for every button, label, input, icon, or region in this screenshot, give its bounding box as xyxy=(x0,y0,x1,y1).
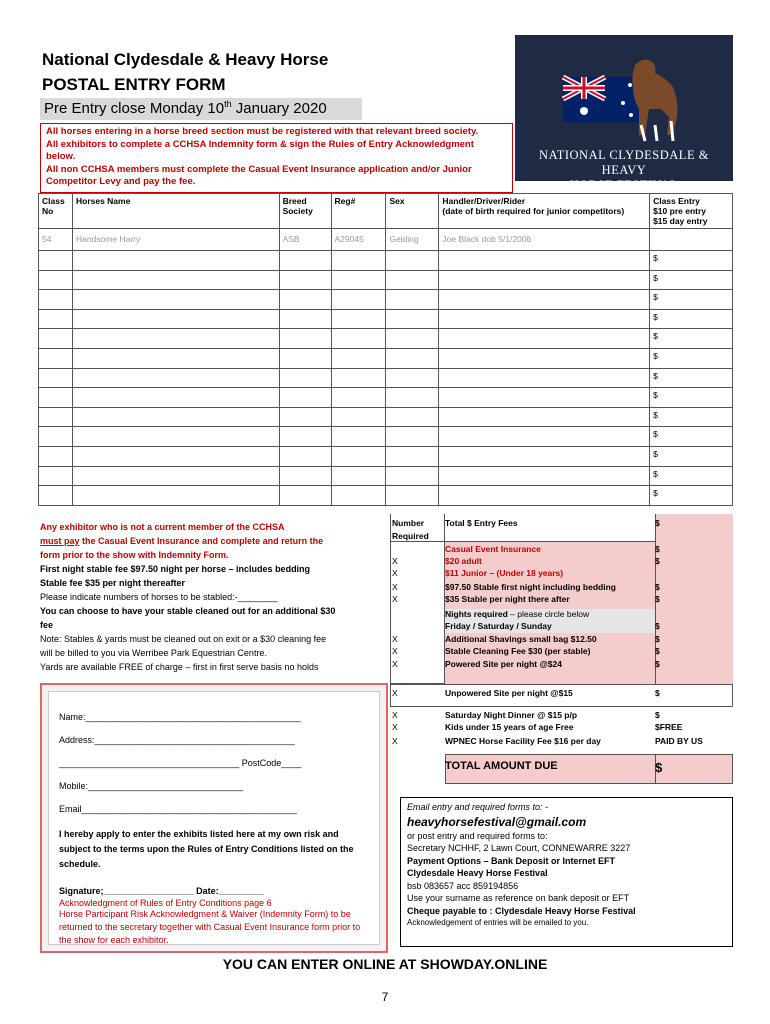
logo-text-line1: NATIONAL CLYDESDALE & HEAVY xyxy=(539,148,709,177)
entry-cell[interactable] xyxy=(279,486,331,506)
entry-cell[interactable] xyxy=(279,251,331,271)
header-horses-name: Horses Name xyxy=(72,194,279,229)
entry-cell[interactable] xyxy=(72,368,279,388)
entry-cell[interactable] xyxy=(331,446,386,466)
entry-cell[interactable]: $ xyxy=(650,329,733,349)
ack-rules: Acknowledgment of Rules of Entry Conditions page 6 xyxy=(59,898,272,908)
entry-cell[interactable]: $ xyxy=(650,407,733,427)
entry-cell[interactable]: $ xyxy=(650,348,733,368)
entry-row xyxy=(39,309,733,329)
entry-cell[interactable] xyxy=(331,368,386,388)
entry-cell[interactable] xyxy=(439,407,650,427)
entry-cell[interactable] xyxy=(439,270,650,290)
entry-cell[interactable] xyxy=(39,270,73,290)
entry-cell[interactable] xyxy=(72,329,279,349)
entry-cell[interactable]: $ xyxy=(650,270,733,290)
address-field[interactable]: Address:________________________________________ xyxy=(59,735,295,745)
contact-email-link[interactable]: heavyhorsefestival@gmail.com xyxy=(407,814,587,829)
declaration: I hereby apply to enter the exhibits listed here at my own risk and subject to the terms upon the Rules of Entry Conditions listed on the schedule. xyxy=(59,829,354,869)
entry-cell[interactable] xyxy=(39,466,73,486)
entry-cell[interactable] xyxy=(439,368,650,388)
entry-cell[interactable] xyxy=(439,290,650,310)
enter-online-banner: YOU CAN ENTER ONLINE AT SHOWDAY.ONLINE xyxy=(222,956,548,972)
entry-cell[interactable] xyxy=(72,427,279,447)
name-field[interactable]: Name:___________________________________________ xyxy=(59,712,301,722)
entry-cell[interactable] xyxy=(72,348,279,368)
entry-cell[interactable]: $ xyxy=(650,466,733,486)
entry-cell[interactable] xyxy=(72,466,279,486)
entry-row xyxy=(39,368,733,388)
entry-cell[interactable] xyxy=(331,466,386,486)
entry-cell[interactable] xyxy=(39,290,73,310)
entry-cell[interactable] xyxy=(386,270,439,290)
entry-row xyxy=(39,348,733,368)
festival-logo xyxy=(515,35,733,192)
entry-table-header xyxy=(39,194,733,229)
email-field[interactable]: Email___________________________________________ xyxy=(59,804,297,814)
entry-row xyxy=(39,466,733,486)
entry-cell[interactable] xyxy=(331,270,386,290)
entry-row xyxy=(39,388,733,408)
entry-cell[interactable] xyxy=(279,466,331,486)
entry-cell[interactable] xyxy=(72,446,279,466)
entry-cell[interactable] xyxy=(386,290,439,310)
header-handler: Handler/Driver/Rider (date of birth required for junior competitors) xyxy=(439,194,650,229)
entry-cell[interactable] xyxy=(439,466,650,486)
entry-cell[interactable] xyxy=(279,427,331,447)
example-breed: ASB xyxy=(279,229,331,251)
example-row xyxy=(39,229,733,251)
entry-cell[interactable] xyxy=(39,309,73,329)
form-title: National Clydesdale & Heavy Horse xyxy=(42,50,329,69)
example-sex: Gelding xyxy=(386,229,439,251)
mobile-field[interactable]: Mobile:_______________________________ xyxy=(59,781,244,791)
entry-cell[interactable] xyxy=(279,446,331,466)
entry-cell[interactable] xyxy=(39,329,73,349)
entry-row xyxy=(39,427,733,447)
insurance-note: Any exhibitor who is not a current member of the CCHSA must pay the Casual Event Insurance and complete and return the form prior to the show with Indemnity Form. First night stable fee $97.50 night per horse – includes bedding Stable fee $35 per night thereafter Please indicate numbers of horses to be stabled:-________ You can choose to have your stable cleaned out for an additional $30 fee Note: Stables & yards must be cleaned out on exit or a $30 cleaning fee will be billed to you via Werribee Park Equestrian Centre. Yards are available FREE of charge – first in first serve basis no holds xyxy=(40,522,336,672)
entry-cell[interactable] xyxy=(386,486,439,506)
entry-row xyxy=(39,270,733,290)
example-reg: A29045 xyxy=(331,229,386,251)
entry-cell[interactable] xyxy=(439,329,650,349)
entry-cell[interactable] xyxy=(279,407,331,427)
entry-cell[interactable] xyxy=(439,486,650,506)
entry-cell[interactable] xyxy=(72,251,279,271)
entry-cell[interactable] xyxy=(39,388,73,408)
logo-text-line2: HORSE FESTIVAL xyxy=(569,178,679,192)
entry-cell[interactable] xyxy=(279,348,331,368)
entry-cell[interactable] xyxy=(331,427,386,447)
entry-cell[interactable]: $ xyxy=(650,251,733,271)
header-breed-society: Breed Society xyxy=(279,194,331,229)
entry-cell[interactable] xyxy=(39,407,73,427)
entry-cell[interactable] xyxy=(72,388,279,408)
entry-notice: All horses entering in a horse breed section must be registered with that relevant breed society. All exhibitors to complete a CCHSA Indemnity form & sign the Rules of Entry Acknowledgment below. All non CCHSA members must complete the Casual Event Insurance application and/or Junior Competitor Levy and pay the fee. xyxy=(40,123,513,193)
entry-cell[interactable]: $ xyxy=(650,427,733,447)
entry-cell[interactable] xyxy=(279,270,331,290)
entry-cell[interactable] xyxy=(386,329,439,349)
entry-cell[interactable] xyxy=(72,486,279,506)
entry-row xyxy=(39,251,733,271)
pre-entry-close: Pre Entry close Monday 10th January 2020 xyxy=(40,98,362,120)
entry-cell[interactable] xyxy=(331,486,386,506)
entry-cell[interactable] xyxy=(39,446,73,466)
contact-box: Email entry and required forms to: - heavyhorsefestival@gmail.com or post entry and required forms to: Secretary NCHHF, 2 Lawn Court, CONNEWARRE 3227 Payment Options – Bank Deposit or Internet EFT Clydesdale Heavy Horse Festival bsb 083657 acc 859194856 Use your surname as reference on bank deposit or EFT Cheque payable to : Clydesdale Heavy Horse Festival Acknowledgement of entries will be emailed to you. xyxy=(400,797,733,947)
entry-cell[interactable] xyxy=(72,309,279,329)
stable-first-night: $97.50 Stable first night including bedding xyxy=(445,582,616,592)
ack-waiver: Horse Participant Risk Acknowledgment & Waiver (Indemnity Form) to be returned to the secretary together with Casual Event Insurance form prior to the show for each exhibitor. xyxy=(59,909,361,945)
entry-row xyxy=(39,290,733,310)
casual-insurance-label: Casual Event Insurance xyxy=(445,544,541,554)
entry-cell[interactable] xyxy=(279,290,331,310)
cleaning-fee: Stable Cleaning Fee $30 (per stable) xyxy=(445,646,591,656)
exhibitor-details-box xyxy=(40,683,388,953)
example-class: 54 xyxy=(39,229,73,251)
entry-cell[interactable] xyxy=(39,427,73,447)
entry-row xyxy=(39,486,733,506)
entry-cell[interactable] xyxy=(439,427,650,447)
nights-days: Friday / Saturday / Sunday xyxy=(445,621,552,631)
entry-cell[interactable] xyxy=(386,407,439,427)
entry-cell[interactable] xyxy=(439,388,650,408)
header-reg: Reg# xyxy=(331,194,386,229)
entry-cell[interactable] xyxy=(439,309,650,329)
entry-cell[interactable] xyxy=(331,407,386,427)
entry-cell[interactable] xyxy=(386,446,439,466)
signature-field[interactable]: Signature;__________________ Date:_________ xyxy=(59,886,264,896)
postcode-field[interactable]: ____________________________________ PostCode____ xyxy=(59,758,302,768)
header-sex: Sex xyxy=(386,194,439,229)
form-subtitle: POSTAL ENTRY FORM xyxy=(42,75,226,94)
entry-cell[interactable] xyxy=(439,348,650,368)
entry-cell[interactable] xyxy=(386,427,439,447)
entry-cell[interactable] xyxy=(331,388,386,408)
header-class-entry: Class Entry $10 pre entry $15 day entry xyxy=(650,194,733,229)
entry-cell[interactable] xyxy=(386,388,439,408)
entry-row xyxy=(39,446,733,466)
entry-cell[interactable] xyxy=(39,348,73,368)
entry-table xyxy=(38,193,733,506)
entry-cell[interactable] xyxy=(279,329,331,349)
entry-cell[interactable]: $ xyxy=(650,388,733,408)
total-entry-fees-label: Total $ Entry Fees xyxy=(445,518,518,528)
dinner-fee: Saturday Night Dinner @ $15 p/p xyxy=(445,710,578,720)
powered-site-fee: Powered Site per night @$24 xyxy=(445,659,562,669)
entry-cell[interactable]: $ xyxy=(650,446,733,466)
entry-cell[interactable] xyxy=(39,251,73,271)
page-number: 7 xyxy=(381,990,389,1004)
entry-row xyxy=(39,407,733,427)
entry-cell[interactable] xyxy=(386,309,439,329)
entry-cell[interactable] xyxy=(386,368,439,388)
entry-cell[interactable] xyxy=(331,251,386,271)
stable-per-night: $35 Stable per night there after xyxy=(445,594,570,604)
example-entry xyxy=(650,229,733,251)
entry-cell[interactable] xyxy=(386,251,439,271)
example-handler: Joe Black dob 5/1/2006 xyxy=(439,229,650,251)
entry-cell[interactable] xyxy=(72,270,279,290)
entry-cell[interactable] xyxy=(279,309,331,329)
entry-cell[interactable]: $ xyxy=(650,368,733,388)
fees-section: Number Total $ Entry Fees $ Required Casual Event Insurance $ X $20 adult $ X $11 Junior – (Under 18 years) X $97.50 Stable first night including bedding $ X $35 Stable per night there after $ Nights required – please circle below Friday / Saturday / Sunday $ X Additional Shavings small bag $12.50 $ X Stable Cleaning Fee $30 (per stable) $ X Powered Site per night @$24 $ X Unpowered Site per night @$15 $ X Saturday Night Dinner @ $15 p/p $ X Kids under 15 years of age Free $FREE X WPNEC Horse Facility Fee $16 per day PAID BY US TOTAL AMOUNT DUE $ xyxy=(390,514,733,784)
total-amount-due: TOTAL AMOUNT DUE xyxy=(445,760,558,772)
entry-row xyxy=(39,329,733,349)
entry-cell[interactable] xyxy=(386,348,439,368)
entry-cell[interactable] xyxy=(386,466,439,486)
number-required-label: Number xyxy=(392,518,425,528)
entry-cell[interactable] xyxy=(331,309,386,329)
entry-cell[interactable] xyxy=(331,348,386,368)
horse-flag-icon xyxy=(515,35,733,145)
entry-cell[interactable] xyxy=(331,290,386,310)
entry-cell[interactable] xyxy=(39,368,73,388)
entry-cell[interactable]: $ xyxy=(650,290,733,310)
entry-cell[interactable] xyxy=(72,290,279,310)
entry-cell[interactable]: $ xyxy=(650,309,733,329)
unpowered-site-fee: Unpowered Site per night @$15 xyxy=(445,688,573,698)
entry-cell[interactable] xyxy=(439,446,650,466)
header-class-no: Class No xyxy=(39,194,73,229)
wpnec-fee: WPNEC Horse Facility Fee $16 per day xyxy=(445,736,601,746)
shavings-fee: Additional Shavings small bag $12.50 xyxy=(445,634,597,644)
entry-cell[interactable] xyxy=(279,388,331,408)
entry-cell[interactable]: $ xyxy=(650,486,733,506)
entry-cell[interactable] xyxy=(439,251,650,271)
example-name: Handsome Harry xyxy=(72,229,279,251)
entry-cell[interactable] xyxy=(39,486,73,506)
entry-cell[interactable] xyxy=(331,329,386,349)
entry-cell[interactable] xyxy=(72,407,279,427)
entry-cell[interactable] xyxy=(279,368,331,388)
